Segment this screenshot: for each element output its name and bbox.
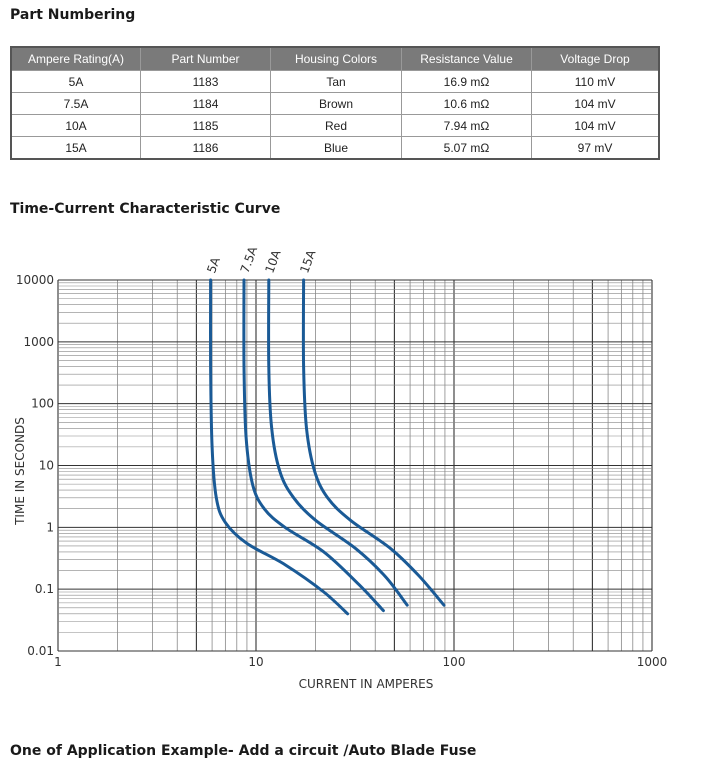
part-numbering-heading: Part Numbering [10, 7, 136, 23]
y-tick-label: 1 [46, 520, 54, 535]
column-header-resistance-value: Resistance Value [402, 47, 532, 71]
series-curve-7-5a [244, 280, 384, 611]
cell-resistance-value: 5.07 mΩ [402, 137, 532, 160]
y-axis-label: TIME IN SECONDS [13, 417, 27, 525]
column-header-part-number: Part Number [141, 47, 271, 71]
cell-ampere-rating: 15A [11, 137, 141, 160]
series-label: 7.5A [237, 244, 261, 276]
series-curve-15a [303, 280, 444, 605]
part-numbering-table [10, 46, 660, 160]
x-tick-label: 1000 [636, 655, 668, 669]
table-row [11, 71, 659, 93]
cell-housing-color: Red [271, 115, 402, 137]
chart-grid [58, 280, 652, 651]
cell-ampere-rating: 5A [11, 71, 141, 93]
table-row [11, 115, 659, 137]
cell-part-number: 1185 [141, 115, 271, 137]
cell-resistance-value: 10.6 mΩ [402, 93, 532, 115]
y-tick-label: 0.01 [27, 644, 54, 658]
series-curve-10a [269, 280, 408, 605]
column-header-ampere-rating: Ampere Rating(A) [11, 47, 141, 71]
table-header-row [11, 47, 659, 71]
y-tick-label: 100 [31, 396, 54, 411]
cell-part-number: 1186 [141, 137, 271, 160]
application-example-heading: One of Application Example- Add a circuit /Auto Blade Fuse [10, 743, 477, 759]
cell-housing-color: Blue [271, 137, 402, 160]
cell-housing-color: Tan [271, 71, 402, 93]
series-label: 10A [262, 248, 284, 276]
series-label: 5A [204, 255, 223, 276]
cell-ampere-rating: 7.5A [11, 93, 141, 115]
table-row [11, 93, 659, 115]
cell-housing-color: Brown [271, 93, 402, 115]
x-tick-label: 100 [442, 655, 466, 669]
cell-part-number: 1183 [141, 71, 271, 93]
y-tick-label: 10 [38, 458, 54, 473]
x-axis-label: CURRENT IN AMPERES [298, 677, 434, 691]
y-tick-label: 1000 [23, 334, 54, 349]
cell-voltage-drop: 110 mV [532, 71, 660, 93]
time-current-chart [0, 240, 709, 700]
x-tick-label: 10 [248, 655, 264, 669]
curve-labels [204, 244, 318, 275]
time-current-curve-heading: Time-Current Characteristic Curve [10, 201, 281, 217]
cell-ampere-rating: 10A [11, 115, 141, 137]
cell-resistance-value: 7.94 mΩ [402, 115, 532, 137]
x-axis-tick-labels [54, 655, 667, 669]
y-tick-label: 0.1 [34, 582, 54, 597]
series-label: 15A [297, 248, 319, 276]
y-tick-label: 10000 [15, 273, 54, 287]
table-row [11, 137, 659, 160]
cell-voltage-drop: 97 mV [532, 137, 660, 160]
x-tick-label: 1 [54, 655, 62, 669]
column-header-housing-colors: Housing Colors [271, 47, 402, 71]
cell-part-number: 1184 [141, 93, 271, 115]
cell-voltage-drop: 104 mV [532, 93, 660, 115]
cell-resistance-value: 16.9 mΩ [402, 71, 532, 93]
cell-voltage-drop: 104 mV [532, 115, 660, 137]
column-header-voltage-drop: Voltage Drop [532, 47, 660, 71]
